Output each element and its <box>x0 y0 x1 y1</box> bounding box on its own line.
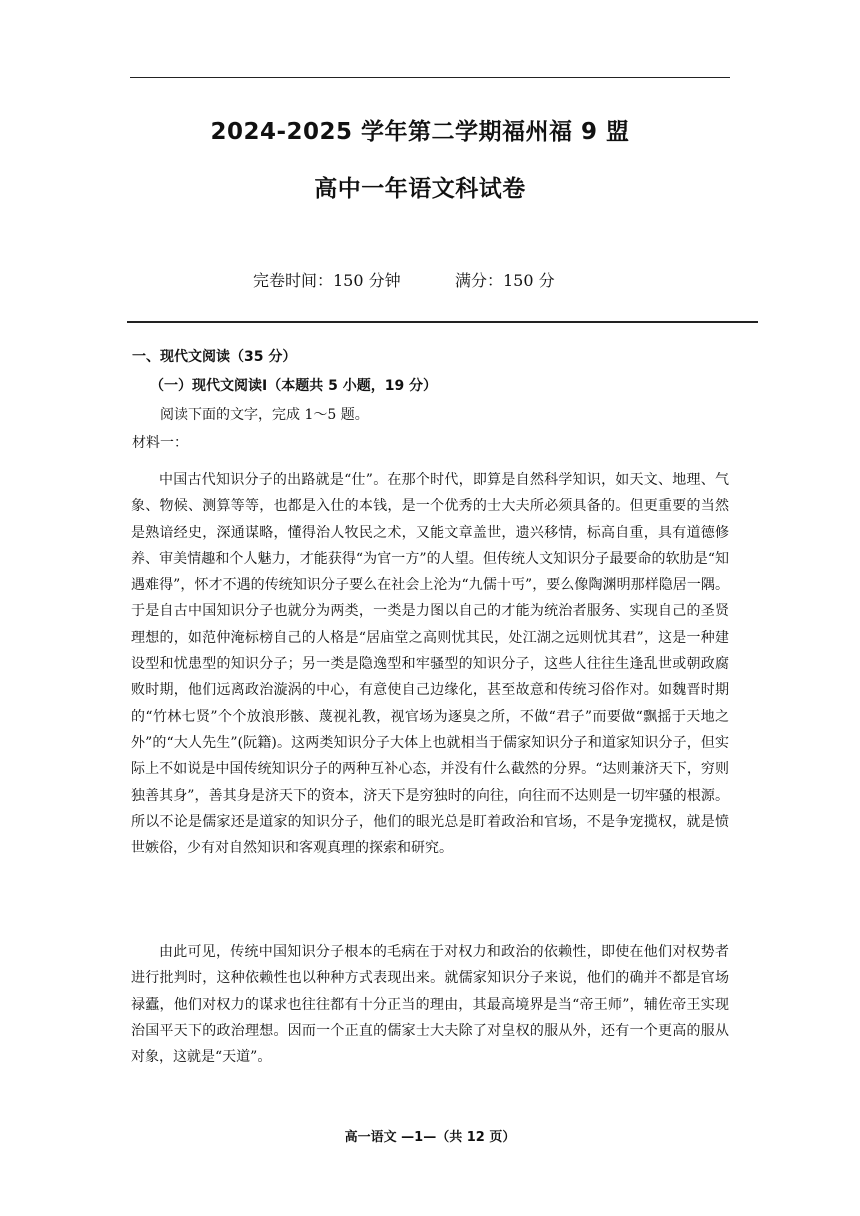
exam-title-line2: 高中一年语文科试卷 <box>314 176 526 202</box>
page-footer: 高一语文 —1—（共 12 页） <box>344 1130 516 1145</box>
section-heading: 一、现代文阅读（35 分） <box>132 349 297 365</box>
section-subheading: （一）现代文阅读Ⅰ（本题共 5 小题，19 分） <box>150 378 438 394</box>
reading-instruction: 阅读下面的文字，完成 1～5 题。 <box>160 407 369 423</box>
body-paragraph-2: 由此可见，传统中国知识分子根本的毛病在于对权力和政治的依赖性，即使在他们对权势者进行批判时，这种依赖性也以种种方式表现出来。就儒家知识分子来说，他们的确并不都是官场禄蠹，他们对权力的谋求也往往都有十分正当的理由，其最高境界是当“帝王师”，辅佐帝王实现治国平天下的政治理想。因而一个正直的儒家士大夫除了对皇权的服从外，还有一个更高的服从对象，这就是“天道”。 <box>131 944 729 1066</box>
exam-title-line1: 2024-2025 学年第二学期福州福 9 盟 <box>210 119 630 145</box>
body-paragraph-1: 中国古代知识分子的出路就是“仕”。在那个时代，即算是自然科学知识，如天文、地理、气象、物候、测算等等，也都是入仕的本钱，是一个优秀的士大夫所必须具备的。但更重要的当然是熟谙经史，深通谋略，懂得治人牧民之术，又能文章盖世，遗兴移情，标高自重，具有道德修养、审美情趣和个人魅力，才能获得“为官一方”的人望。但传统人文知识分子最要命的软肋是“知遇难得”，怀才不遇的传统知识分子要么在社会上沦为“九儒十丐”，要么像陶渊明那样隐居一隅。于是自古中国知识分子也就分为两类，一类是力图以自己的才能为统治者服务、实现自己的圣贤理想的，如范仲淹标榜自己的人格是“居庙堂之高则忧其民，处江湖之远则忧其君”，这是一种建设型和忧患型的知识分子；另一类是隐逸型和牢骚型的知识分子，这些人往往生逢乱世或朝政腐败时期，他们远离政治漩涡的中心，有意使自己边缘化，甚至故意和传统习俗作对。如魏晋时期的“竹林七贤”个个放浪形骸、蔑视礼教，视官场为逐臭之所，不做“君子”而要做“飘摇于天地之外”的“大人先生”(阮籍)。这两类知识分子大体上也就相当于儒家知识分子和道家知识分子，但实际上不如说是中国传统知识分子的两种互补心态，并没有什么截然的分界。“达则兼济天下，穷则独善其身”，善其身是济天下的资本，济天下是穷独时的向往，向往而不达则是一切牢骚的根源。所以不论是儒家还是道家的知识分子，他们的眼光总是盯着政治和官场，不是争宠揽权，就是愤世嫉俗，少有对自然知识和客观真理的探索和研究。 <box>131 472 729 857</box>
full-score: 满分：150 分 <box>455 271 555 290</box>
header-divider <box>127 321 758 323</box>
exam-time: 完卷时间：150 分钟 <box>253 271 401 290</box>
top-divider <box>130 77 730 78</box>
material-label: 材料一： <box>132 435 188 451</box>
